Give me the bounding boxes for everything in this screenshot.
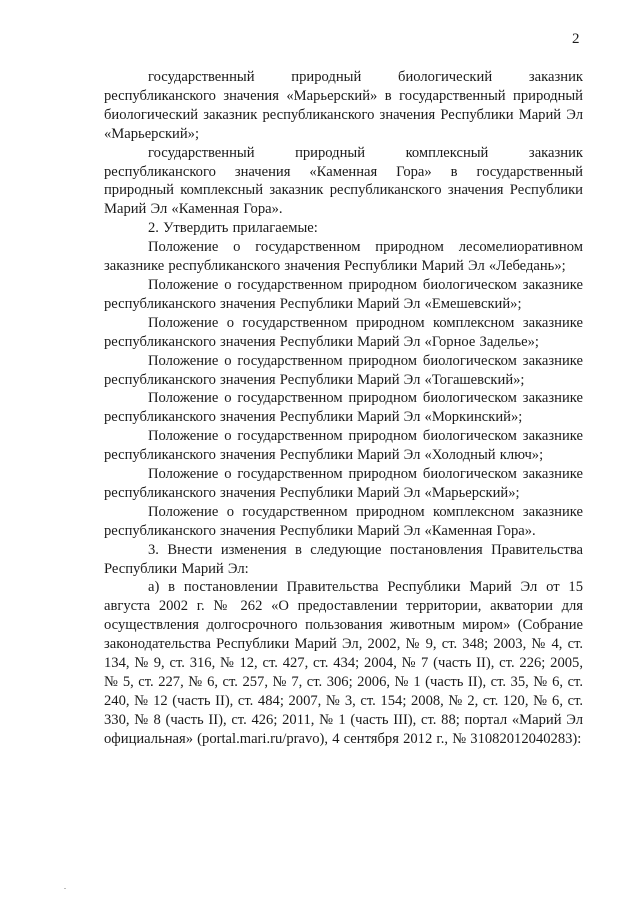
paragraph-item-3a: а) в постановлении Правительства Республики Марий Эл от 15 августа 2002 г. № 262 «О предоставлении территории, акватории для осуществления долгосрочного пользования животным миром» (Собрание законодательства Республики Марий Эл, 2002, № 9, ст. 348; 2003, № 4, ст. 134, № 9, ст. 316, № 12, ст. 427, ст. 434; 2004, № 7 (часть II), ст. 226; 2005, № 5, ст. 227, № 6, ст. 257, № 7, ст. 306; 2006, № 1 (часть II), ст. 35, № 6, ст. 240, № 12 (часть II), ст. 484; 2007, № 3, ст. 154; 2008, № 2, ст. 120, № 6, ст. 330, № 8 (часть II), ст. 426; 2011, № 1 (часть III), ст. 88; портал «Марий Эл официальная» (portal.mari.ru/pravo), 4 сентября 2012 г., № 31082012040283): (104, 579, 583, 747)
paragraph-polozhenie-emeshevsky: Положение о государственном природном биологическом заказнике республиканского значения Республики Марий Эл «Емешевский»; (104, 276, 583, 312)
paragraph-polozhenie-marersky: Положение о государственном природном биологическом заказнике республиканского значения Республики Марий Эл «Марьерский»; (104, 466, 583, 501)
paragraph-polozhenie-togashevsky: Положение о государственном природном биологическом заказнике республиканского значения Республики Марий Эл «Тогашевский»; (104, 352, 583, 388)
scan-speck (64, 888, 66, 889)
paragraph-item-2: 2. Утвердить прилагаемые: (148, 220, 318, 237)
paragraph-polozhenie-kholodny-klyuch: Положение о государственном природном биологическом заказнике республиканского значения Республики Марий Эл «Холодный ключ»; (104, 428, 583, 464)
paragraph-polozhenie-gornoe-zadelye: Положение о государственном природном комплексном заказнике республиканского значения Республики Марий Эл «Горное Заделье»; (104, 314, 583, 350)
paragraph-polozhenie-kamennaya-gora: Положение о государственном природном комплексном заказнике республиканского значения Республики Марий Эл «Каменная Гора». (104, 503, 583, 539)
document-body (104, 68, 583, 749)
paragraph-item-3: 3. Внести изменения в следующие постановления Правительства Республики Марий Эл: (104, 541, 583, 577)
paragraph-zakaznik-marersky: государственный природный биологический заказник республиканского значения «Марьерский» в государственный природный биологический заказник республиканского значения Республики Марий Эл «Марьерский»; (104, 69, 583, 142)
paragraph-polozhenie-morkinsky: Положение о государственном природном биологическом заказнике республиканского значения Республики Марий Эл «Моркинский»; (104, 390, 583, 426)
paragraph-polozhenie-lebedan: Положение о государственном природном лесомелиоративном заказнике республиканского значения Республики Марий Эл «Лебедань»; (104, 239, 583, 275)
page-number: 2 (572, 31, 580, 47)
paragraph-zakaznik-kamennaya-gora: государственный природный комплексный заказник республиканского значения «Каменная Гора» в государственный природный комплексный заказник республиканского значения Республики Марий Эл «Каменная Гора». (104, 144, 583, 218)
